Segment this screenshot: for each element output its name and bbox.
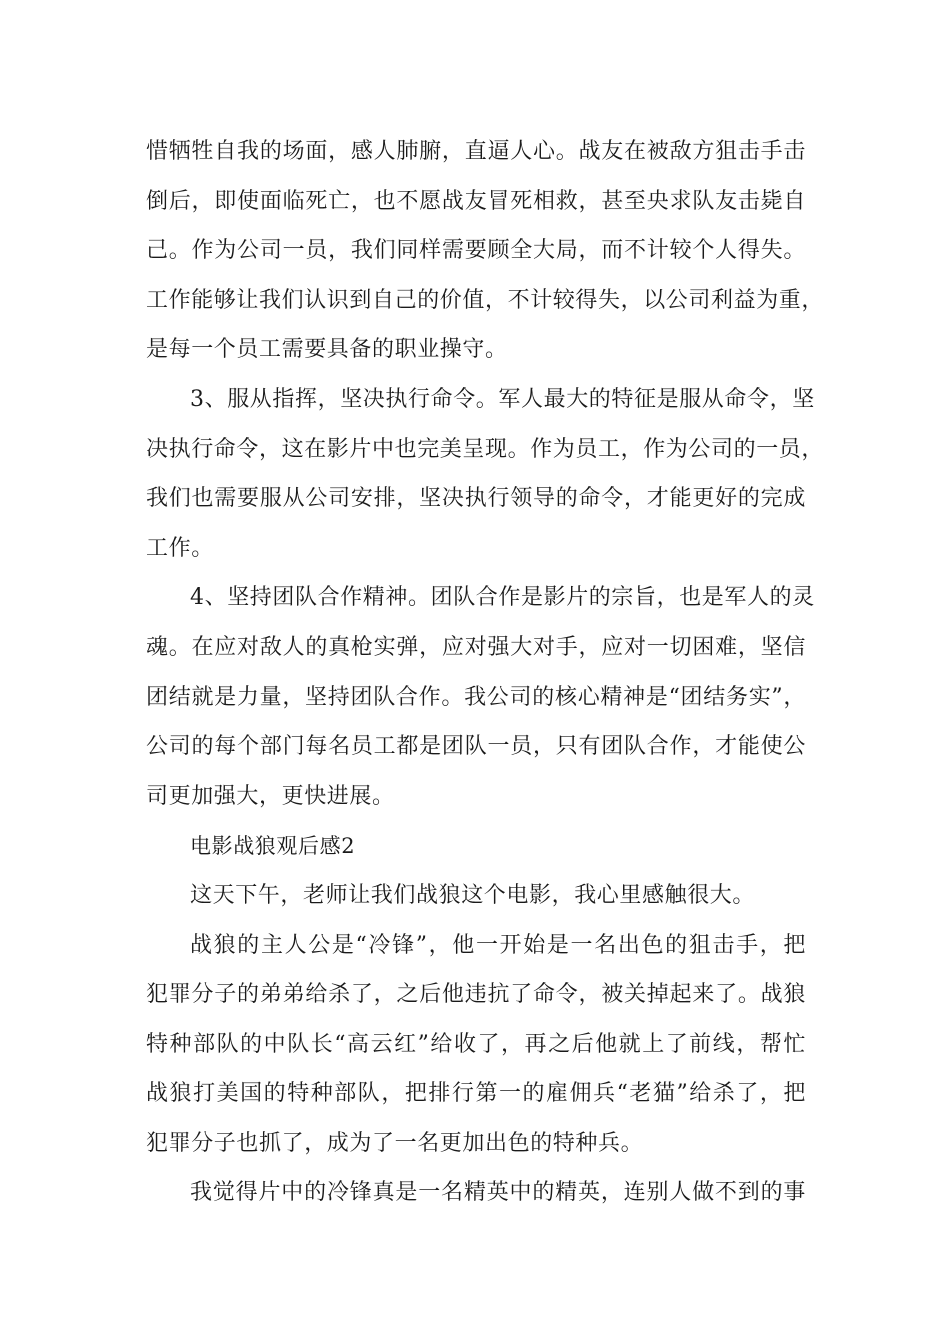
paragraph-line: 3、服从指挥，坚决执行命令。军人最大的特征是服从命令，坚	[190, 386, 815, 412]
paragraph-line: 战狼打美国的特种部队，把排行第一的雇佣兵“老猫”给杀了，把	[146, 1081, 806, 1107]
paragraph-line: 魂。在应对敌人的真枪实弹，应对强大对手，应对一切困难，坚信	[146, 634, 806, 660]
paragraph-line: 我们也需要服从公司安排，坚决执行领导的命令，才能更好的完成	[146, 486, 806, 512]
paragraph-line: 工作能够让我们认识到自己的价值，不计较得失，以公司利益为重，	[146, 287, 825, 313]
paragraph-line: 惜牺牲自我的场面，感人肺腑，直逼人心。战友在被敌方狙击手击	[146, 139, 806, 164]
paragraph-line: 犯罪分子的弟弟给杀了，之后他违抗了命令，被关掉起来了。战狼	[146, 982, 806, 1008]
paragraph-line: 4、坚持团队合作精神。团队合作是影片的宗旨，也是军人的灵	[190, 585, 815, 611]
paragraph-line: 公司的每个部门每名员工都是团队一员，只有团队合作，才能使公	[146, 734, 806, 760]
paragraph-line: 这天下午，老师让我们战狼这个电影，我心里感触很大。	[190, 882, 756, 908]
paragraph-line: 战狼的主人公是“冷锋”，他一开始是一名出色的狙击手，把	[190, 932, 806, 958]
paragraph-line: 工作。	[146, 535, 214, 561]
section-heading: 电影战狼观后感2	[190, 834, 356, 859]
document-body	[146, 134, 825, 1225]
paragraph-line: 倒后，即使面临死亡，也不愿战友冒死相救，甚至央求队友击毙自	[146, 188, 806, 214]
paragraph-line: 己。作为公司一员，我们同样需要顾全大局，而不计较个人得失。	[146, 238, 806, 264]
paragraph-line: 犯罪分子也抓了，成为了一名更加出色的特种兵。	[146, 1130, 644, 1156]
paragraph-line: 我觉得片中的冷锋真是一名精英中的精英，连别人做不到的事	[190, 1180, 806, 1206]
paragraph-line: 司更加强大，更快进展。	[146, 783, 395, 809]
paragraph-line: 是每一个员工需要具备的职业操守。	[146, 337, 508, 363]
paragraph-line: 特种部队的中队长“高云红”给收了，再之后他就上了前线，帮忙	[146, 1031, 806, 1057]
paragraph-line: 决执行命令，这在影片中也完美呈现。作为员工，作为公司的一员，	[146, 436, 825, 462]
paragraph-line: 团结就是力量，坚持团队合作。我公司的核心精神是“团结务实”，	[146, 684, 806, 710]
